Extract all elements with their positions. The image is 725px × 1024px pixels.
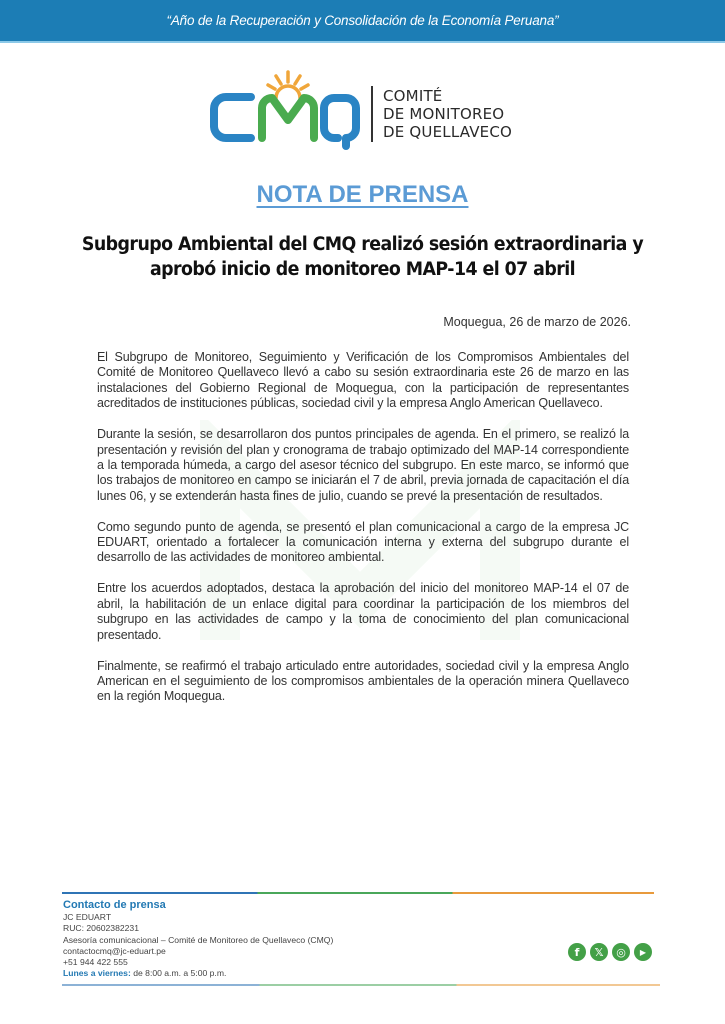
contact-company: JC EDUART: [63, 912, 112, 922]
paragraph: Durante la sesión, se desarrollaron dos puntos principales de agenda. En el primero, se realizó la presentación y revisión del plan y cronograma de trabajo optimizado del MAP-14 correspondiente a la temporada húmeda, a cargo del asesor técnico del subgrupo. En este marco, se informó que los trabajos de monitoreo en campo se iniciarán el 7 de abril, previa jornada de capacitación el día lunes 06, y se extenderán hasta fines de julio, cuando se prevé la presentación de resultados.: [97, 427, 629, 503]
contact-email[interactable]: contactocmq@jc-eduart.pe: [63, 945, 166, 956]
x-icon[interactable]: 𝕏: [590, 943, 608, 961]
facebook-icon[interactable]: f: [568, 943, 586, 961]
cmq-logo-mark: [206, 68, 371, 152]
contact-title: Contacto de prensa: [63, 899, 166, 911]
instagram-icon[interactable]: ◎: [612, 943, 630, 961]
logo-line-1: COMITÉ: [383, 87, 443, 105]
contact-role: Asesoría comunicacional – Comité de Monitoreo de Quellaveco (CMQ): [63, 934, 334, 945]
contact-ruc: RUC: 20602382231: [63, 923, 139, 934]
headline-line-2: aprobó inicio de monitoreo MAP-14 el 07 abril: [149, 259, 576, 280]
bottom-divider: [62, 984, 660, 986]
paragraph: Como segundo punto de agenda, se presentó el plan comunicacional a cargo de la empresa JC EDUART, orientado a fortalecer la comunicación interna y externa del subgrupo durante el desarrollo de las actividades de monitoreo ambiental.: [97, 519, 629, 565]
hours-value: de 8:00 a.m. a 5:00 p.m.: [130, 968, 227, 979]
paragraph: Finalmente, se reafirmó el trabajo articulado entre autoridades, sociedad civil y la empresa Anglo American en el seguimiento de los compromisos ambientales de la operación minera Quellaveco en la región Moquegua.: [97, 658, 629, 704]
headline: [78, 232, 647, 282]
motto-text: “Año de la Recuperación y Consolidación de la Economía Peruana”: [166, 13, 559, 28]
contact-phone[interactable]: +51 944 422 555: [63, 957, 128, 968]
logo-line-3: DE QUELLAVECO: [383, 123, 513, 141]
cmq-logo: [206, 68, 526, 152]
paragraph: El Subgrupo de Monitoreo, Seguimiento y Verificación de los Compromisos Ambientales del Comité de Monitoreo Quellaveco llevó a cabo su sesión extraordinaria este 26 de marzo en las instalaciones del Gobierno Regional de Moquegua, con la participación de representantes acreditados de instituciones públicas, sociedad civil y la empresa Anglo American Quellaveco.: [97, 350, 629, 411]
hours-label: Lunes a viernes:: [63, 968, 131, 979]
logo-divider: [371, 86, 373, 142]
logo-line-2: DE MONITOREO: [383, 105, 505, 123]
dateline: Moquegua, 26 de marzo de 2026.: [443, 315, 631, 329]
footer-divider: [62, 892, 654, 894]
sun-icon: [268, 72, 308, 98]
article-body: [97, 350, 629, 720]
press-release-label: NOTA DE PRENSA: [256, 181, 469, 208]
logo-wordmark: [383, 87, 512, 141]
contact-hours: [63, 968, 333, 979]
youtube-icon[interactable]: ▶: [634, 943, 652, 961]
headline-line-1: Subgrupo Ambiental del CMQ realizó sesión extraordinaria y: [81, 234, 644, 255]
press-contact: [63, 899, 333, 980]
motto-banner: [0, 0, 725, 43]
paragraph: Entre los acuerdos adoptados, destaca la aprobación del inicio del monitoreo MAP-14 el 07 de abril, la habilitación de un enlace digital para coordinar la participación de los miembros del subgrupo en las actividades de campo y la toma de conocimiento del plan comunicacional presentado.: [97, 581, 629, 642]
social-links: [568, 943, 652, 961]
